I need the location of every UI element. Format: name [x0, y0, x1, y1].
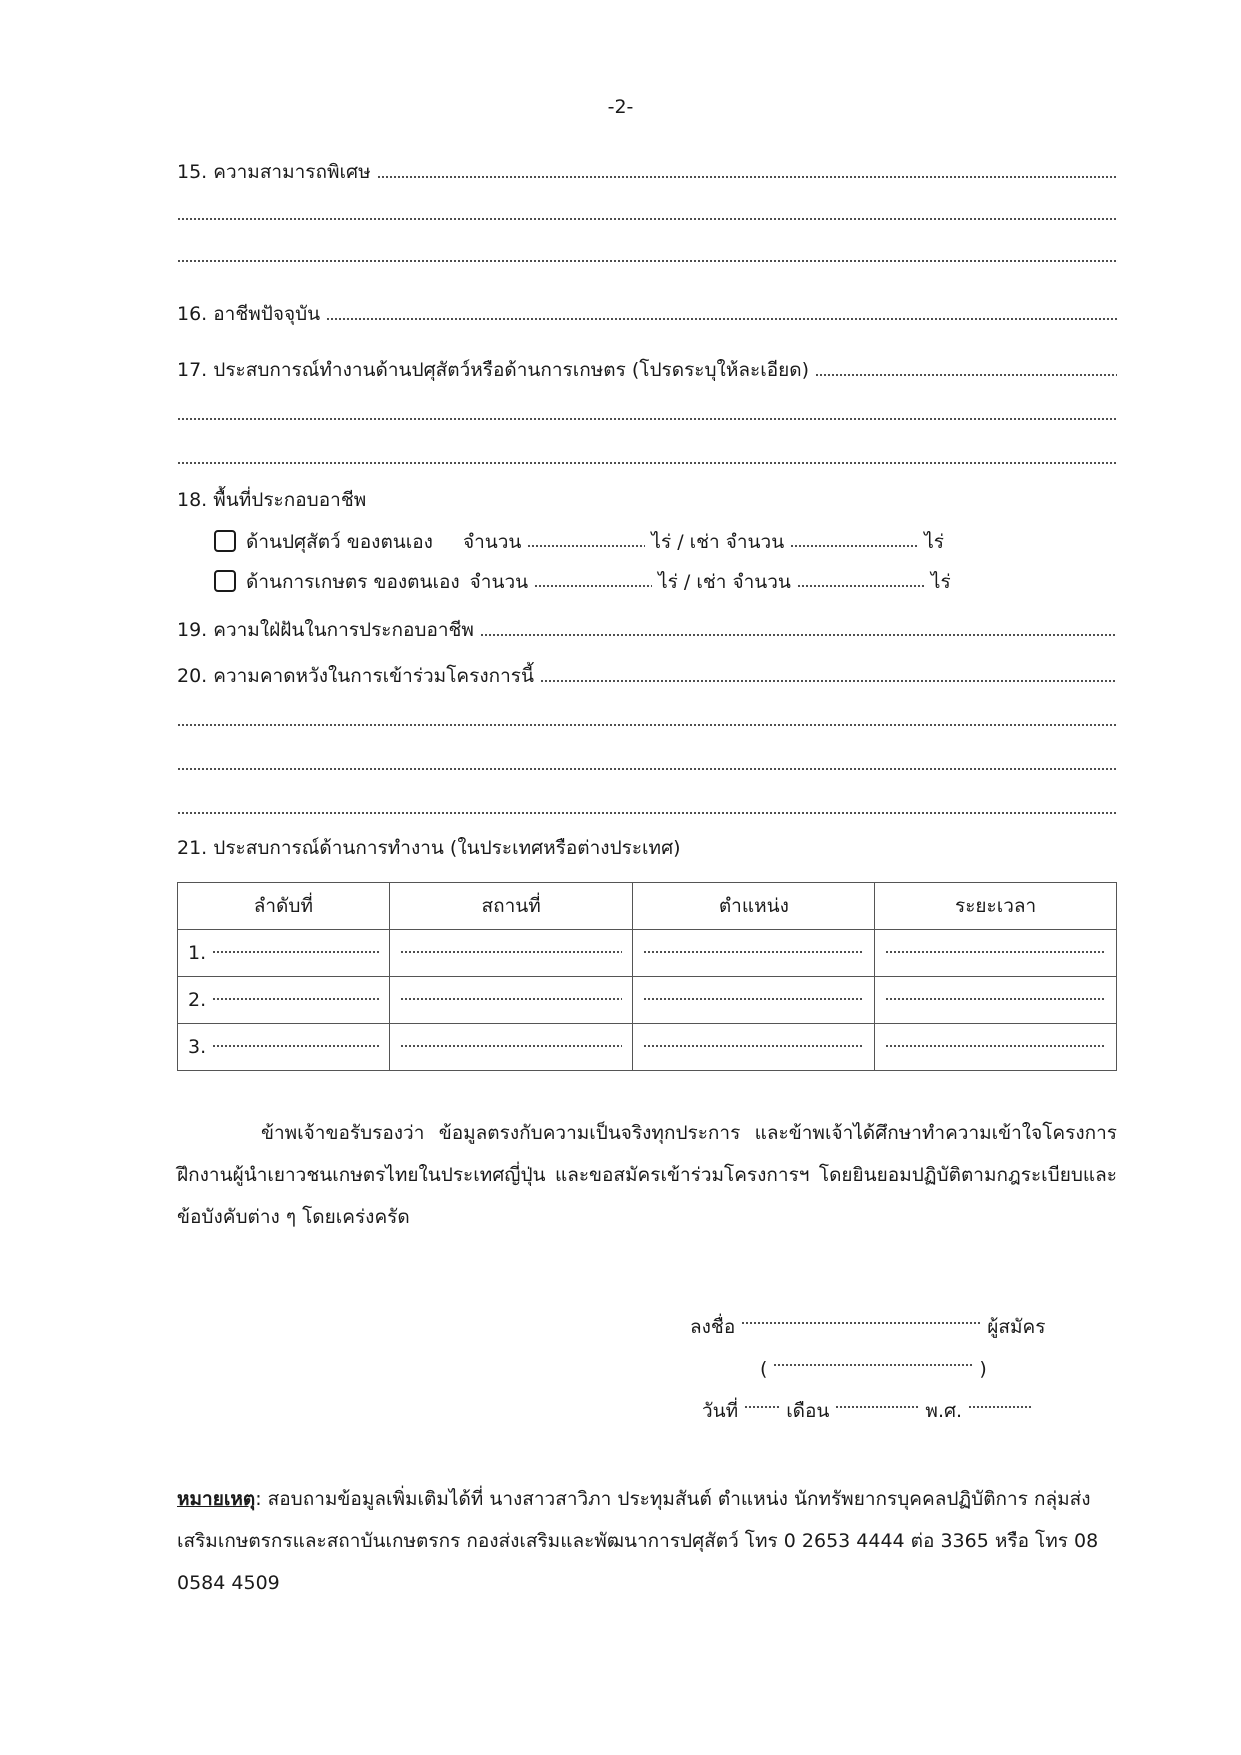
note-paragraph: [177, 1478, 1117, 1604]
dotted-line: [643, 950, 864, 956]
close-paren: ): [979, 1358, 987, 1380]
applicant-label: ผู้สมัคร: [987, 1316, 1046, 1338]
occupation-area-heading: 18. พื้นที่ประกอบอาชีพ: [177, 489, 367, 511]
agriculture-area-row: [214, 566, 951, 596]
signature-block: [690, 1306, 1110, 1432]
dotted-line: [177, 216, 1117, 222]
dotted-line: [177, 766, 1117, 772]
dotted-line: [177, 258, 1117, 264]
dotted-line: [885, 950, 1106, 956]
place-cell[interactable]: [389, 977, 633, 1024]
expectation-continuation-2[interactable]: [177, 748, 1117, 778]
month-label: เดือน: [786, 1400, 830, 1422]
table-row: [178, 977, 1117, 1024]
row-number: 3.: [188, 1036, 207, 1058]
livestock-rai-unit: ไร่: [924, 531, 944, 553]
special-ability-continuation-1[interactable]: [177, 198, 1117, 228]
table-row: [178, 930, 1117, 977]
dotted-line: [177, 810, 1117, 816]
dotted-line: [212, 1044, 379, 1050]
expectation-field[interactable]: [177, 660, 1117, 690]
agriculture-option-label: ด้านการเกษตร ของตนเอง: [246, 571, 460, 593]
current-occupation-label: 16. อาชีพปัจจุบัน: [177, 303, 321, 325]
dotted-line: [177, 416, 1117, 422]
agriculture-rai-unit: ไร่: [930, 571, 951, 593]
month-field[interactable]: [835, 1405, 919, 1411]
order-cell[interactable]: [178, 930, 390, 977]
agriculture-amount-label: จำนวน: [469, 571, 529, 593]
livestock-checkbox[interactable]: [214, 530, 236, 552]
row-number: 1.: [188, 942, 207, 964]
table-row: [178, 1024, 1117, 1071]
work-experience-field[interactable]: [177, 354, 1117, 384]
position-cell[interactable]: [633, 930, 875, 977]
position-cell[interactable]: [633, 977, 875, 1024]
livestock-area-row: [214, 526, 944, 556]
column-header-place: สถานที่: [389, 883, 633, 930]
agriculture-rent-amount-field[interactable]: [797, 584, 925, 590]
year-field[interactable]: [968, 1405, 1032, 1411]
expectation-continuation-1[interactable]: [177, 704, 1117, 734]
duration-cell[interactable]: [875, 930, 1117, 977]
agriculture-rent-label: ไร่ / เช่า จำนวน: [658, 571, 791, 593]
agriculture-own-amount-field[interactable]: [534, 584, 652, 590]
note-text: : สอบถามข้อมูลเพิ่มเติมได้ที่ นางสาวสาวิภา ประทุมสันต์ ตำแหน่ง นักทรัพยากรบุคคลปฏิบัติการ กลุ่มส่งเสริมเกษตรกรและสถาบันเกษตรกร กองส่งเสริมและพัฒนาการปศุสัตว์ โทร 0 2653 4444 ต่อ 3365 หรือ โทร 08 0584 4509: [177, 1488, 1099, 1594]
declaration-text: ข้าพเจ้าขอรับรองว่า ข้อมูลตรงกับความเป็นจริงทุกประการ และข้าพเจ้าได้ศึกษาทำความเข้าใจโครงการฝึกงานผู้นำเยาวชนเกษตรไทยในประเทศญี่ปุ่น และขอสมัครเข้าร่วมโครงการฯ โดยยินยอมปฏิบัติตามกฎระเบียบและข้อบังคับต่าง ๆ โดยเคร่งครัด: [177, 1122, 1117, 1228]
order-cell[interactable]: [178, 1024, 390, 1071]
column-header-duration: ระยะเวลา: [875, 883, 1117, 930]
printed-name-line: [690, 1348, 1110, 1390]
dotted-line: [540, 678, 1117, 684]
signature-field[interactable]: [741, 1321, 981, 1327]
work-experience-label: 17. ประสบการณ์ทำงานด้านปศุสัตว์หรือด้านการเกษตร (โปรดระบุให้ละเอียด): [177, 359, 809, 381]
work-experience-continuation-2[interactable]: [177, 442, 1117, 472]
expectation-label: 20. ความคาดหวังในการเข้าร่วมโครงการนี้: [177, 665, 534, 687]
livestock-own-amount-field[interactable]: [527, 544, 645, 550]
dotted-line: [643, 1044, 864, 1050]
dotted-line: [885, 1044, 1106, 1050]
special-ability-label: 15. ความสามารถพิเศษ: [177, 161, 371, 183]
table-header-row: [178, 883, 1117, 930]
career-dream-label: 19. ความใฝ่ฝันในการประกอบอาชีพ: [177, 619, 474, 641]
row-number: 2.: [188, 989, 207, 1011]
dotted-line: [643, 997, 864, 1003]
date-label: วันที่: [702, 1400, 739, 1422]
livestock-rent-label: ไร่ / เช่า จำนวน: [651, 531, 785, 553]
sign-label: ลงชื่อ: [690, 1316, 736, 1338]
place-cell[interactable]: [389, 930, 633, 977]
printed-name-field[interactable]: [773, 1363, 973, 1369]
livestock-option-label: ด้านปศุสัตว์ ของตนเอง: [246, 531, 433, 553]
page-number: -2-: [607, 96, 634, 118]
dotted-line: [400, 997, 623, 1003]
livestock-amount-label: จำนวน: [462, 531, 522, 553]
dotted-line: [480, 632, 1117, 638]
day-field[interactable]: [744, 1405, 780, 1411]
dotted-line: [400, 950, 623, 956]
dotted-line: [326, 316, 1117, 322]
year-label: พ.ศ.: [925, 1400, 963, 1422]
work-history-table: [177, 882, 1117, 1071]
position-cell[interactable]: [633, 1024, 875, 1071]
dotted-line: [177, 722, 1117, 728]
note-label: หมายเหตุ: [177, 1488, 256, 1510]
column-header-order: ลำดับที่: [178, 883, 390, 930]
dotted-line: [177, 460, 1117, 466]
special-ability-field[interactable]: [177, 156, 1117, 186]
agriculture-checkbox[interactable]: [214, 570, 236, 592]
dotted-line: [400, 1044, 623, 1050]
place-cell[interactable]: [389, 1024, 633, 1071]
work-history-heading: 21. ประสบการณ์ด้านการทำงาน (ในประเทศหรือต่างประเทศ): [177, 837, 681, 859]
dotted-line: [815, 372, 1117, 378]
duration-cell[interactable]: [875, 1024, 1117, 1071]
livestock-rent-amount-field[interactable]: [790, 544, 918, 550]
dotted-line: [885, 997, 1106, 1003]
dotted-line: [212, 997, 379, 1003]
open-paren: (: [760, 1358, 768, 1380]
expectation-continuation-3[interactable]: [177, 792, 1117, 822]
signature-line: [690, 1306, 1110, 1348]
work-experience-continuation-1[interactable]: [177, 398, 1117, 428]
career-dream-field[interactable]: [177, 614, 1117, 644]
order-cell[interactable]: [178, 977, 390, 1024]
duration-cell[interactable]: [875, 977, 1117, 1024]
column-header-position: ตำแหน่ง: [633, 883, 875, 930]
special-ability-continuation-2[interactable]: [177, 240, 1117, 270]
dotted-line: [377, 174, 1117, 180]
date-line: [690, 1390, 1110, 1432]
current-occupation-field[interactable]: [177, 298, 1117, 328]
dotted-line: [212, 950, 379, 956]
declaration-paragraph: [177, 1112, 1117, 1238]
